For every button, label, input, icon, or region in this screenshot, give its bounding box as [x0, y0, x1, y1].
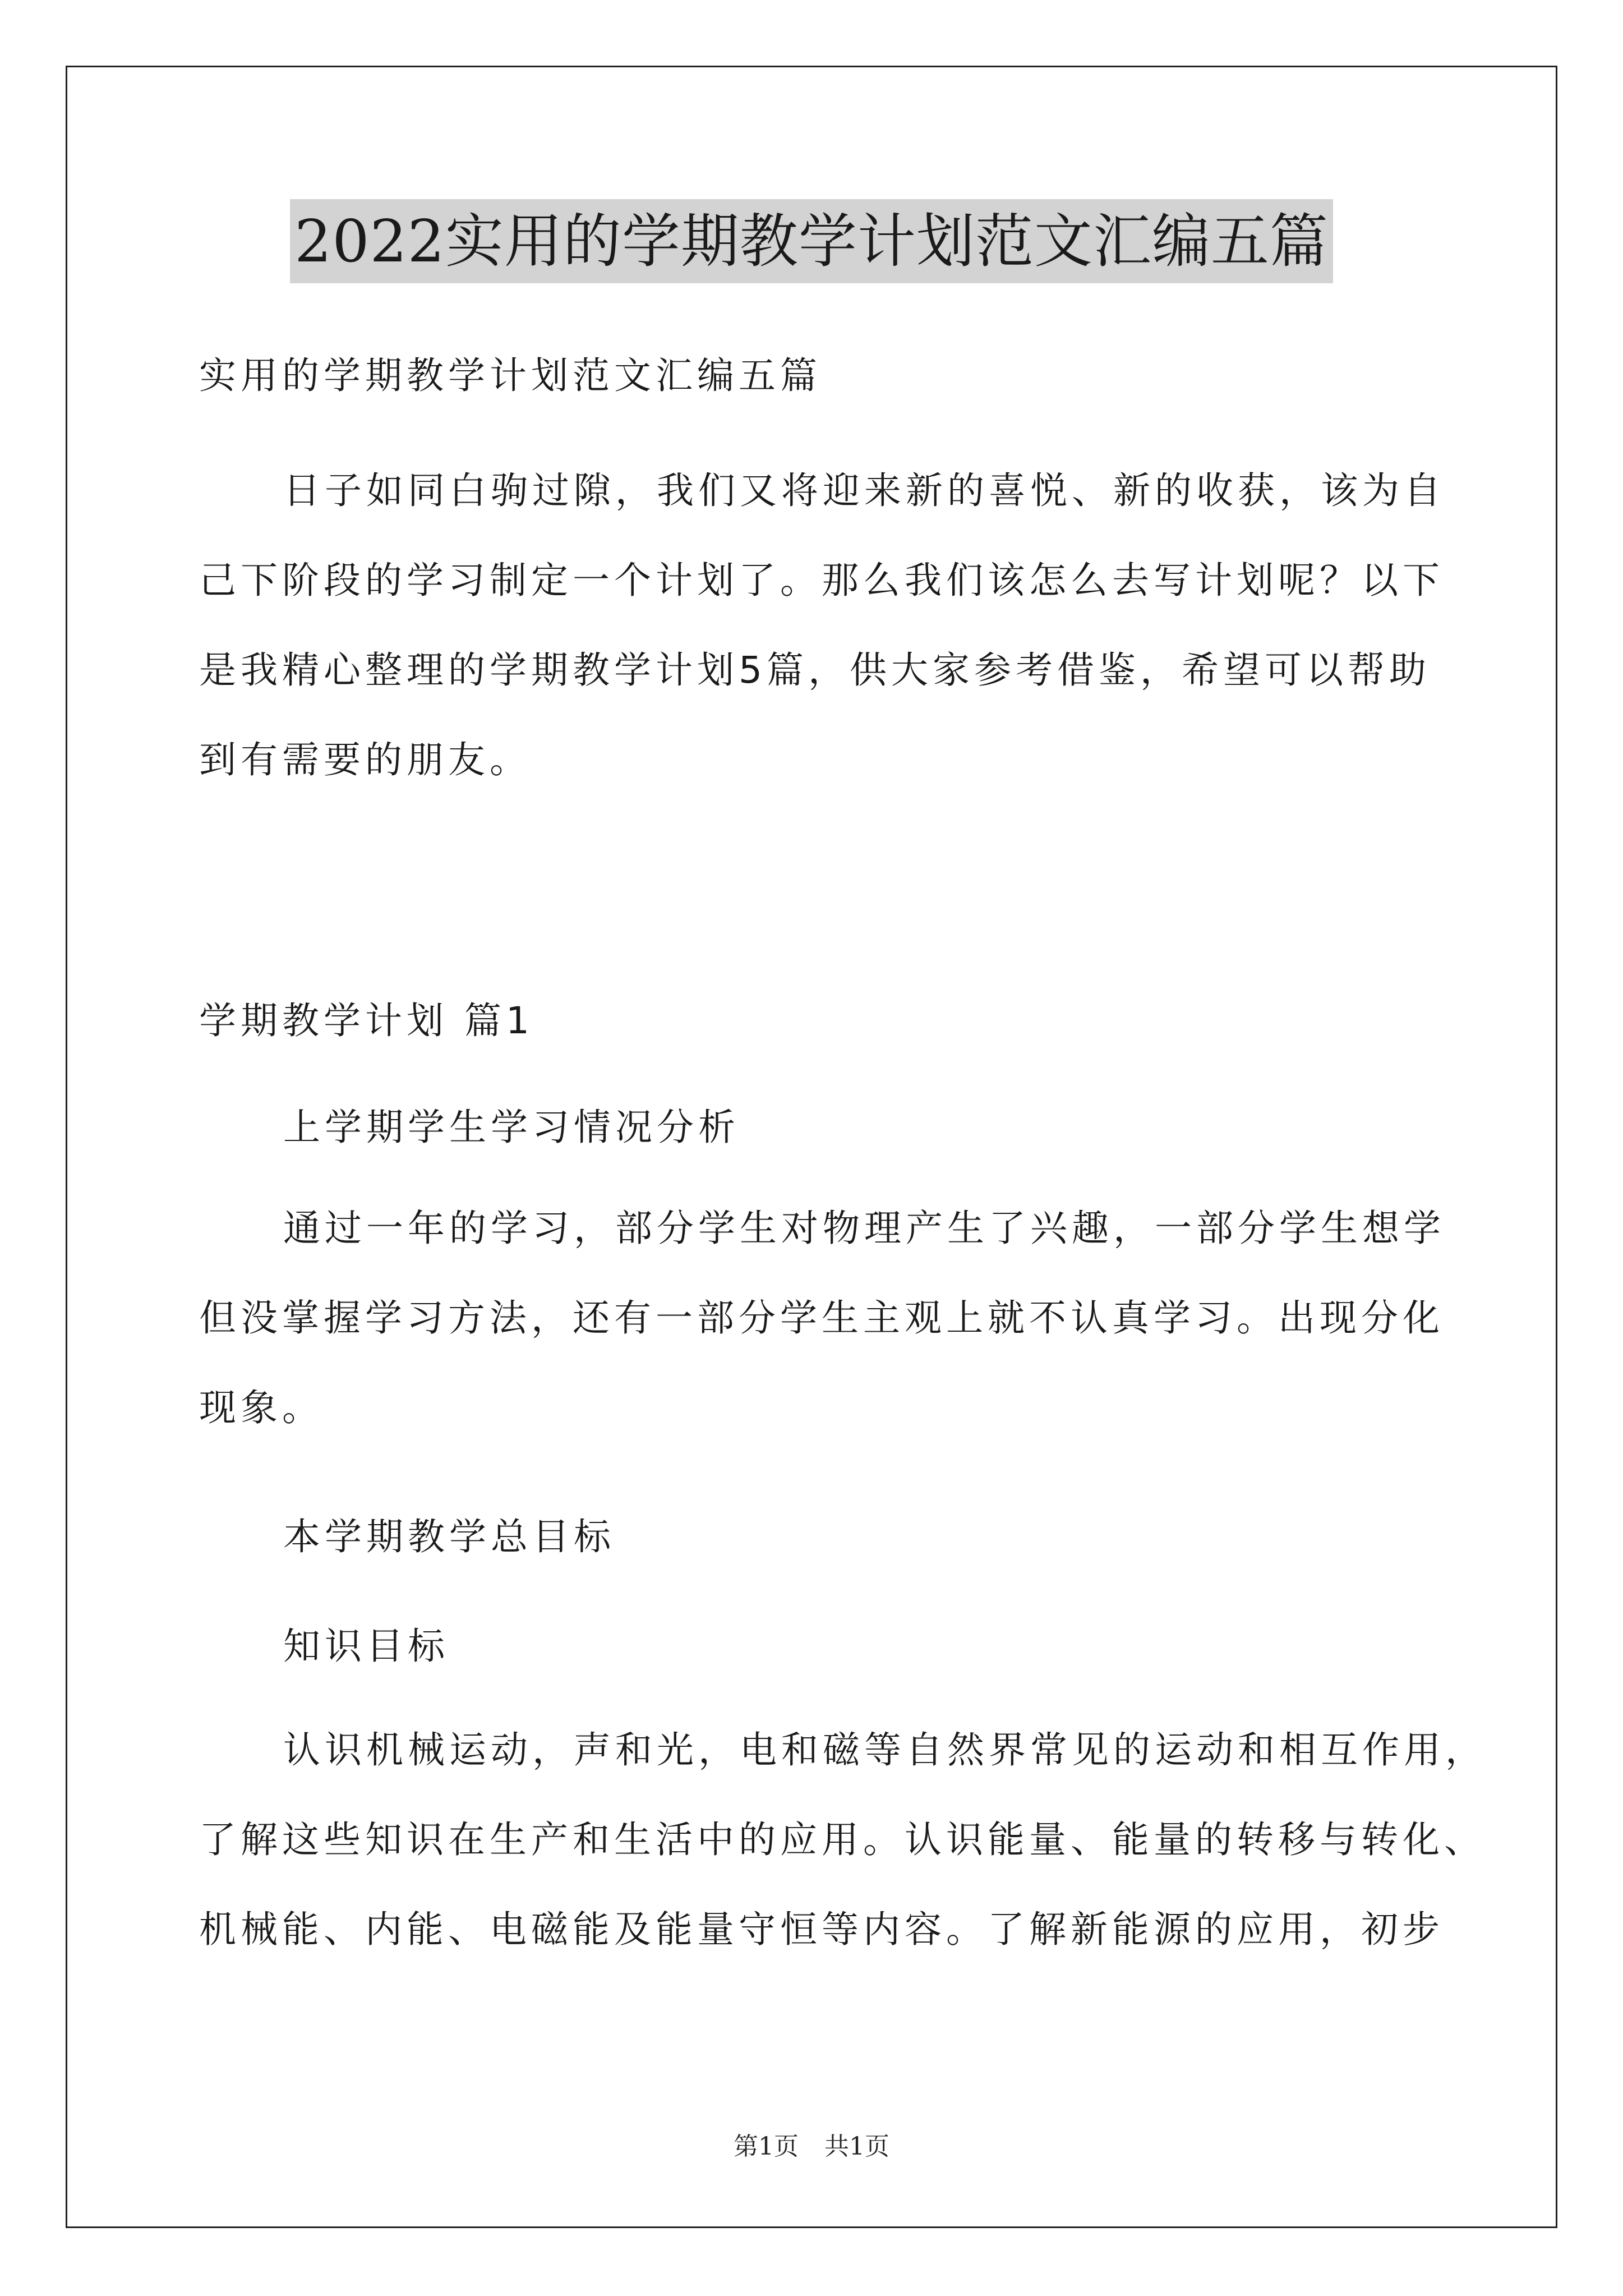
page-footer — [0, 2126, 1623, 2162]
analysis-paragraph — [199, 1184, 1445, 1453]
analysis-line: 但没掌握学习方法，还有一部分学生主观上就不认真学习。出现分化 — [199, 1296, 1444, 1340]
intro-line: 到有需要的朋友。 — [199, 738, 531, 781]
page-number-total: 共1页 — [824, 2132, 889, 2161]
document-title: 2022实用的学期教学计划范文汇编五篇 — [290, 199, 1333, 283]
knowledge-line: 认识机械运动，声和光，电和磁等自然界常见的运动和相互作用， — [283, 1728, 1487, 1772]
page-number-current: 第1页 — [734, 2132, 799, 2161]
intro-paragraph — [199, 446, 1445, 805]
analysis-heading: 上学期学生学习情况分析 — [283, 1106, 740, 1149]
analysis-line: 现象。 — [199, 1386, 324, 1429]
intro-line: 是我精心整理的学期教学计划5篇，供大家参考借鉴，希望可以帮助 — [199, 648, 1431, 692]
section-heading: 学期教学计划 篇1 — [199, 999, 534, 1042]
document-subtitle: 实用的学期教学计划范文汇编五篇 — [199, 354, 822, 397]
title-container — [0, 199, 1623, 283]
goal-heading: 本学期教学总目标 — [283, 1515, 615, 1558]
knowledge-line: 了解这些知识在生产和生活中的应用。认识能量、能量的转移与转化、 — [199, 1818, 1486, 1861]
knowledge-heading: 知识目标 — [283, 1625, 449, 1668]
intro-line: 己下阶段的学习制定一个计划了。那么我们该怎么去写计划呢？以下 — [199, 559, 1444, 602]
analysis-line: 通过一年的学习，部分学生对物理产生了兴趣，一部分学生想学 — [283, 1207, 1445, 1250]
knowledge-paragraph — [199, 1705, 1487, 1975]
intro-line: 日子如同白驹过隙，我们又将迎来新的喜悦、新的收获，该为自 — [283, 469, 1445, 512]
knowledge-line: 机械能、内能、电磁能及能量守恒等内容。了解新能源的应用，初步 — [199, 1908, 1444, 1951]
